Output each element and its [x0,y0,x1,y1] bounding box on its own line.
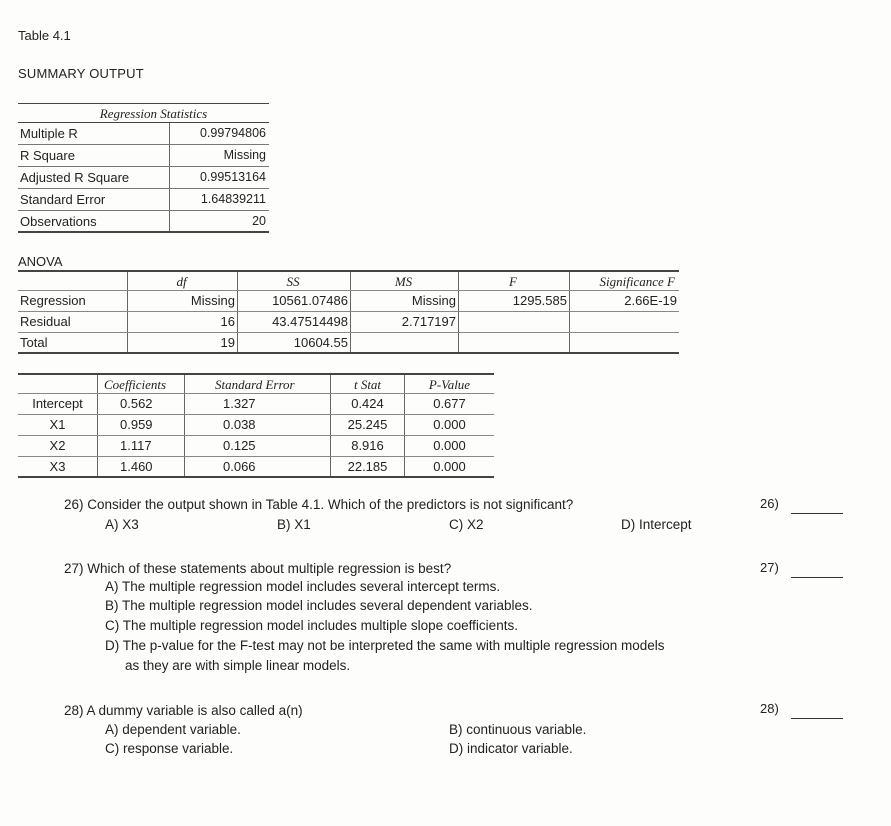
table-cell: 22.185 [331,457,405,476]
table-row [18,436,494,457]
table-cell: 1.327 [185,394,331,414]
column-header: t Stat [331,375,405,393]
question-28-option-d: D) indicator variable. [449,741,573,756]
table-cell: 0.000 [433,459,466,474]
stat-label: Adjusted R Square [18,167,170,188]
table-cell: 0.959 [98,415,185,435]
question-28-text: 28) A dummy variable is also called a(n) [64,703,303,718]
question-26-option-a: A) X3 [105,517,139,532]
table-header-row [18,373,494,394]
column-header: Standard Error [185,375,331,393]
column-header: df [128,272,238,290]
table-row [18,415,494,436]
table-header-row [18,270,679,291]
table-cell: 0.677 [433,396,466,411]
table-row [18,123,269,145]
table-cell: 0.038 [185,415,331,435]
question-27-option-b: B) The multiple regression model includes several dependent variables. [105,598,533,613]
question-28-option-c: C) response variable. [105,741,234,756]
table-cell: X1 [18,415,98,435]
table-cell [459,312,570,332]
stat-value: 0.99513164 [199,170,266,184]
table-cell: 43.47514498 [238,312,351,332]
answer-blank-26[interactable] [791,513,843,514]
anova-table [18,270,679,354]
column-header: MS [351,272,459,290]
question-27-text: 27) Which of these statements about multiple regression is best? [64,561,452,576]
table-cell: 0.000 [433,417,466,432]
table-row [18,312,679,333]
regression-statistics-header: Regression Statistics [18,103,269,123]
table-row [18,145,269,167]
table-row [18,211,269,233]
question-28-number: 28) [760,701,779,716]
column-header: P-Value [428,377,471,392]
column-header: SS [238,272,351,290]
table-cell: Missing [351,291,459,311]
question-27-option-d-continued: as they are with simple linear models. [125,658,351,673]
table-row [18,457,494,478]
question-27-option-d: D) The p-value for the F-test may not be interpreted the same with multiple regression models [105,638,665,653]
question-26-number: 26) [760,496,779,511]
stat-label: Multiple R [18,123,170,144]
table-cell: Intercept [18,394,98,414]
table-cell: 0.000 [433,438,466,453]
table-cell: 16 [128,312,238,332]
stat-label: Observations [18,211,170,231]
table-cell: Total [18,333,128,352]
column-header: F [459,272,570,290]
table-cell: 2.66E-19 [624,293,677,308]
table-cell: 1.117 [98,436,185,456]
table-cell [570,333,679,352]
summary-output-title: SUMMARY OUTPUT [18,66,144,81]
regression-statistics-table [18,103,269,233]
table-cell: 10604.55 [238,333,351,352]
column-header: Significance F [599,274,675,289]
question-26-text: 26) Consider the output shown in Table 4.1. Which of the predictors is not significant? [64,497,574,512]
answer-blank-28[interactable] [791,718,843,719]
table-cell: 0.424 [331,394,405,414]
question-27-option-c: C) The multiple regression model includes multiple slope coefficients. [105,618,518,633]
question-28-option-b: B) continuous variable. [449,722,587,737]
table-cell [570,312,679,332]
table-cell [351,333,459,352]
stat-value: 0.99794806 [199,126,266,140]
table-cell: X2 [18,436,98,456]
table-row [18,333,679,354]
stat-value: 1.64839211 [200,192,266,206]
table-cell: 0.066 [185,457,331,476]
question-27-number: 27) [760,560,779,575]
stat-value: Missing [223,148,266,162]
table-cell: 1.460 [98,457,185,476]
anova-title: ANOVA [18,254,63,269]
question-26-option-d: D) Intercept [621,517,692,532]
question-27-option-a: A) The multiple regression model includes several intercept terms. [105,579,501,594]
table-cell: 2.717197 [351,312,459,332]
column-header [18,375,98,393]
answer-blank-27[interactable] [791,577,843,578]
table-cell: 25.245 [331,415,405,435]
table-cell: 1295.585 [459,291,570,311]
table-cell: 0.125 [185,436,331,456]
table-row [18,167,269,189]
stat-label: Standard Error [18,189,170,210]
column-header: Coefficients [98,375,185,393]
table-row [18,291,679,312]
question-26-option-b: B) X1 [277,517,311,532]
question-28-option-a: A) dependent variable. [105,722,241,737]
table-cell: 10561.07486 [238,291,351,311]
table-label: Table 4.1 [18,28,71,43]
question-26-option-c: C) X2 [449,517,484,532]
table-cell [459,333,570,352]
stat-label: R Square [18,145,170,166]
table-cell: 19 [128,333,238,352]
table-cell: Missing [128,291,238,311]
column-header [18,272,128,290]
stat-value: 20 [252,214,266,228]
coefficients-table [18,373,494,478]
table-row [18,394,494,415]
table-row [18,189,269,211]
table-cell: Regression [18,291,128,311]
table-cell: 8.916 [331,436,405,456]
table-cell: Residual [18,312,128,332]
table-cell: 0.562 [98,394,185,414]
table-cell: X3 [18,457,98,476]
